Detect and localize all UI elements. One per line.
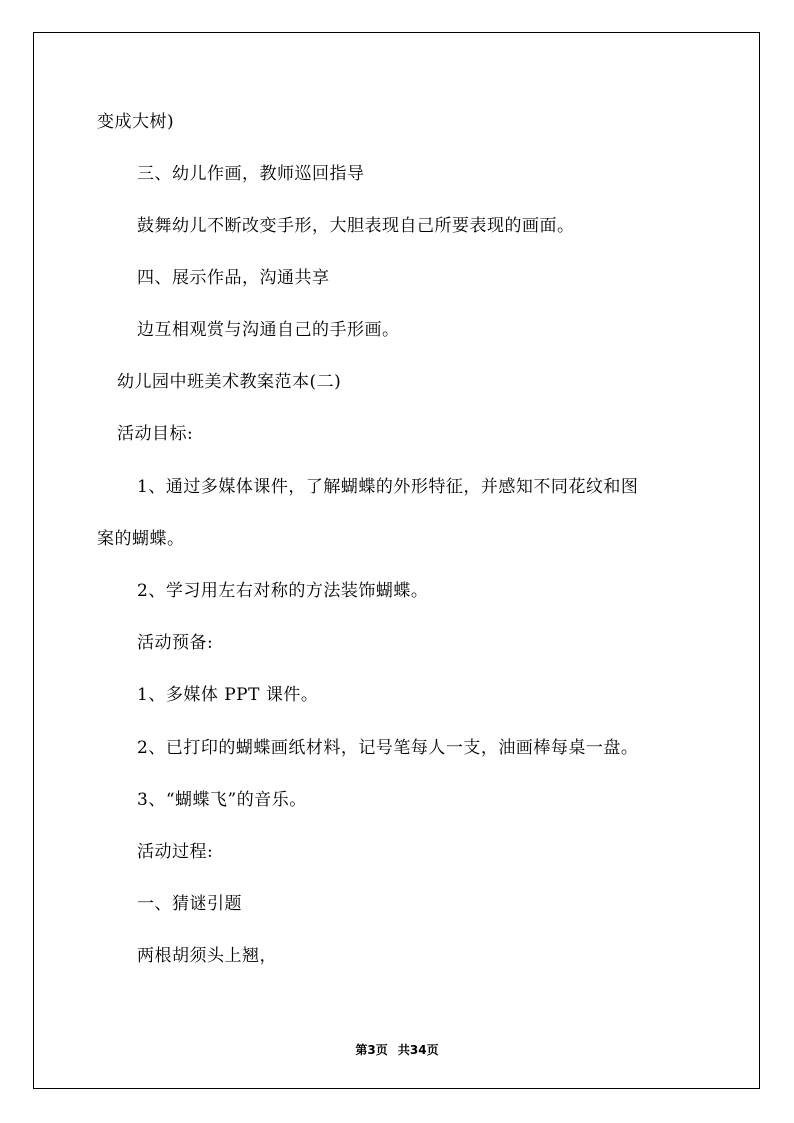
text-line: 2、已打印的蝴蝶画纸材料，记号笔每人一支，油画棒每桌一盘。 [137,738,639,758]
text-line: 2、学习用左右对称的方法装饰蝴蝶。 [137,581,429,601]
current-page-label: 第3页 [355,1043,388,1057]
text-line: 两根胡须头上翘， [137,946,277,966]
text-line: 鼓舞幼儿不断改变手形，大胆表现自己所要表现的画面。 [137,216,575,236]
section-heading: 活动预备: [137,633,214,653]
total-pages-label: 共34页 [397,1043,439,1057]
section-heading: 四、展示作品，沟通共享 [137,268,330,288]
page-footer [0,1041,794,1058]
section-heading: 活动目标: [117,424,194,444]
text-line: 3、“蝴蝶飞”的音乐。 [137,790,307,810]
document-title: 幼儿园中班美术教案范本(二) [117,372,342,392]
section-heading: 三、幼儿作画，教师巡回指导 [137,164,365,184]
text-line: 案的蝴蝶。 [97,529,185,549]
page-border [33,32,760,1089]
text-line: 边互相观赏与沟通自己的手形画。 [137,320,400,340]
section-heading: 一、猜谜引题 [137,894,242,914]
text-line: 1、多媒体 PPT 课件。 [137,685,319,705]
text-line: 1、通过多媒体课件，了解蝴蝶的外形特征，并感知不同花纹和图 [137,477,639,497]
text-line: 变成大树) [97,112,175,132]
section-heading: 活动过程: [137,842,214,862]
